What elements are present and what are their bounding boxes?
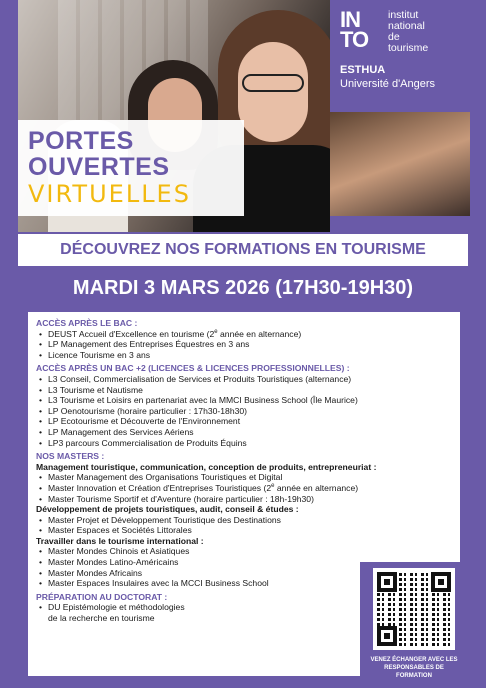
event-title-box bbox=[18, 120, 244, 216]
masters-group-list bbox=[36, 515, 452, 536]
masters-group-list bbox=[36, 472, 452, 504]
list-item: • LP Management des Entreprises Équestres en 3 ans bbox=[36, 339, 452, 350]
institution-logo bbox=[340, 7, 470, 90]
list-item: • LP Management des Services Aériens bbox=[36, 427, 452, 438]
list-item: • DEUST Accueil d'Excellence en tourisme (2e année en alternance) bbox=[36, 329, 452, 340]
logo-text-line: tourisme bbox=[388, 42, 429, 54]
list-item: • L3 Tourisme et Loisirs en partenariat avec la MMCI Business School (Île Maurice) bbox=[36, 395, 452, 406]
list-item: • Master Management des Organisations Touristiques et Digital bbox=[36, 472, 452, 483]
section-title-masters: NOS MASTERS : bbox=[36, 451, 105, 462]
logo-text-line: national bbox=[388, 20, 425, 32]
logo-text bbox=[388, 10, 428, 54]
title-line-3: VIRTUELLES bbox=[28, 180, 191, 208]
university-label: Université d'Angers bbox=[340, 78, 436, 90]
list-item: • Master Innovation et Création d'Entreprises Touristiques (2e année en alternance) bbox=[36, 483, 452, 494]
list-item: • Master Tourisme Sportif et d'Aventure (horaire particulier : 18h-19h30) bbox=[36, 494, 452, 505]
list-item: • Master Projet et Développement Touristique des Destinations bbox=[36, 515, 452, 526]
list-item: • Master Espaces Insulaires avec la MCCI Business School bbox=[36, 578, 452, 589]
side-photo bbox=[330, 112, 470, 216]
bac2-list bbox=[36, 374, 452, 448]
list-item: • Master Mondes Africains bbox=[36, 568, 452, 579]
qr-block bbox=[360, 562, 468, 680]
list-item: • Master Mondes Latino-Américains bbox=[36, 557, 452, 568]
list-item: • L3 Tourisme et Nautisme bbox=[36, 385, 452, 396]
into-logo-mark: IN TO bbox=[340, 7, 369, 52]
masters-group-title: Management touristique, communication, conception de produits, entrepreneuriat : bbox=[36, 461, 377, 472]
qr-caption: VENEZ ÉCHANGER AVEC LES RESPONSABLES DE FORMATION bbox=[370, 657, 458, 679]
qr-code[interactable] bbox=[373, 568, 455, 650]
logo-text-line: de bbox=[388, 31, 400, 43]
list-item: • LP Oenotourisme (horaire particulier : 17h30-18h30) bbox=[36, 406, 452, 417]
section-title-bac2: ACCÈS APRÈS UN BAC +2 (LICENCES & LICENCES PROFESSIONNELLES) : bbox=[36, 363, 350, 374]
list-item: • Licence Tourisme en 3 ans bbox=[36, 350, 452, 361]
formations-banner: DÉCOUVREZ NOS FORMATIONS EN TOURISME bbox=[18, 234, 468, 266]
list-item: • L3 Conseil, Commercialisation de Services et Produits Touristiques (alternance) bbox=[36, 374, 452, 385]
list-item: • LP Ecotourisme et Découverte de l'Environnement bbox=[36, 416, 452, 427]
list-item: • DU Epistémologie et méthodologies de la recherche en tourisme bbox=[36, 602, 452, 623]
masters-group-title: Travailler dans le tourisme international : bbox=[36, 535, 204, 546]
title-line-2: OUVERTES bbox=[28, 153, 170, 181]
title-line-1: PORTES bbox=[28, 127, 134, 155]
esthua-label: ESTHUA bbox=[340, 64, 386, 76]
section-title-bac: ACCÈS APRÈS LE BAC : bbox=[36, 318, 138, 328]
bac-list bbox=[36, 329, 452, 361]
list-item: • Master Espaces et Sociétés Littorales bbox=[36, 525, 452, 536]
list-item: • LP3 parcours Commercialisation de Produits Équins bbox=[36, 438, 452, 449]
logo-text-line: institut bbox=[388, 9, 419, 21]
masters-group-title: Développement de projets touristiques, audit, conseil & études : bbox=[36, 504, 299, 515]
list-item: • Master Mondes Chinois et Asiatiques bbox=[36, 546, 452, 557]
section-title-doctorat: PRÉPARATION AU DOCTORAT : bbox=[36, 591, 168, 602]
event-date: MARDI 3 MARS 2026 (17H30-19H30) bbox=[72, 277, 414, 299]
